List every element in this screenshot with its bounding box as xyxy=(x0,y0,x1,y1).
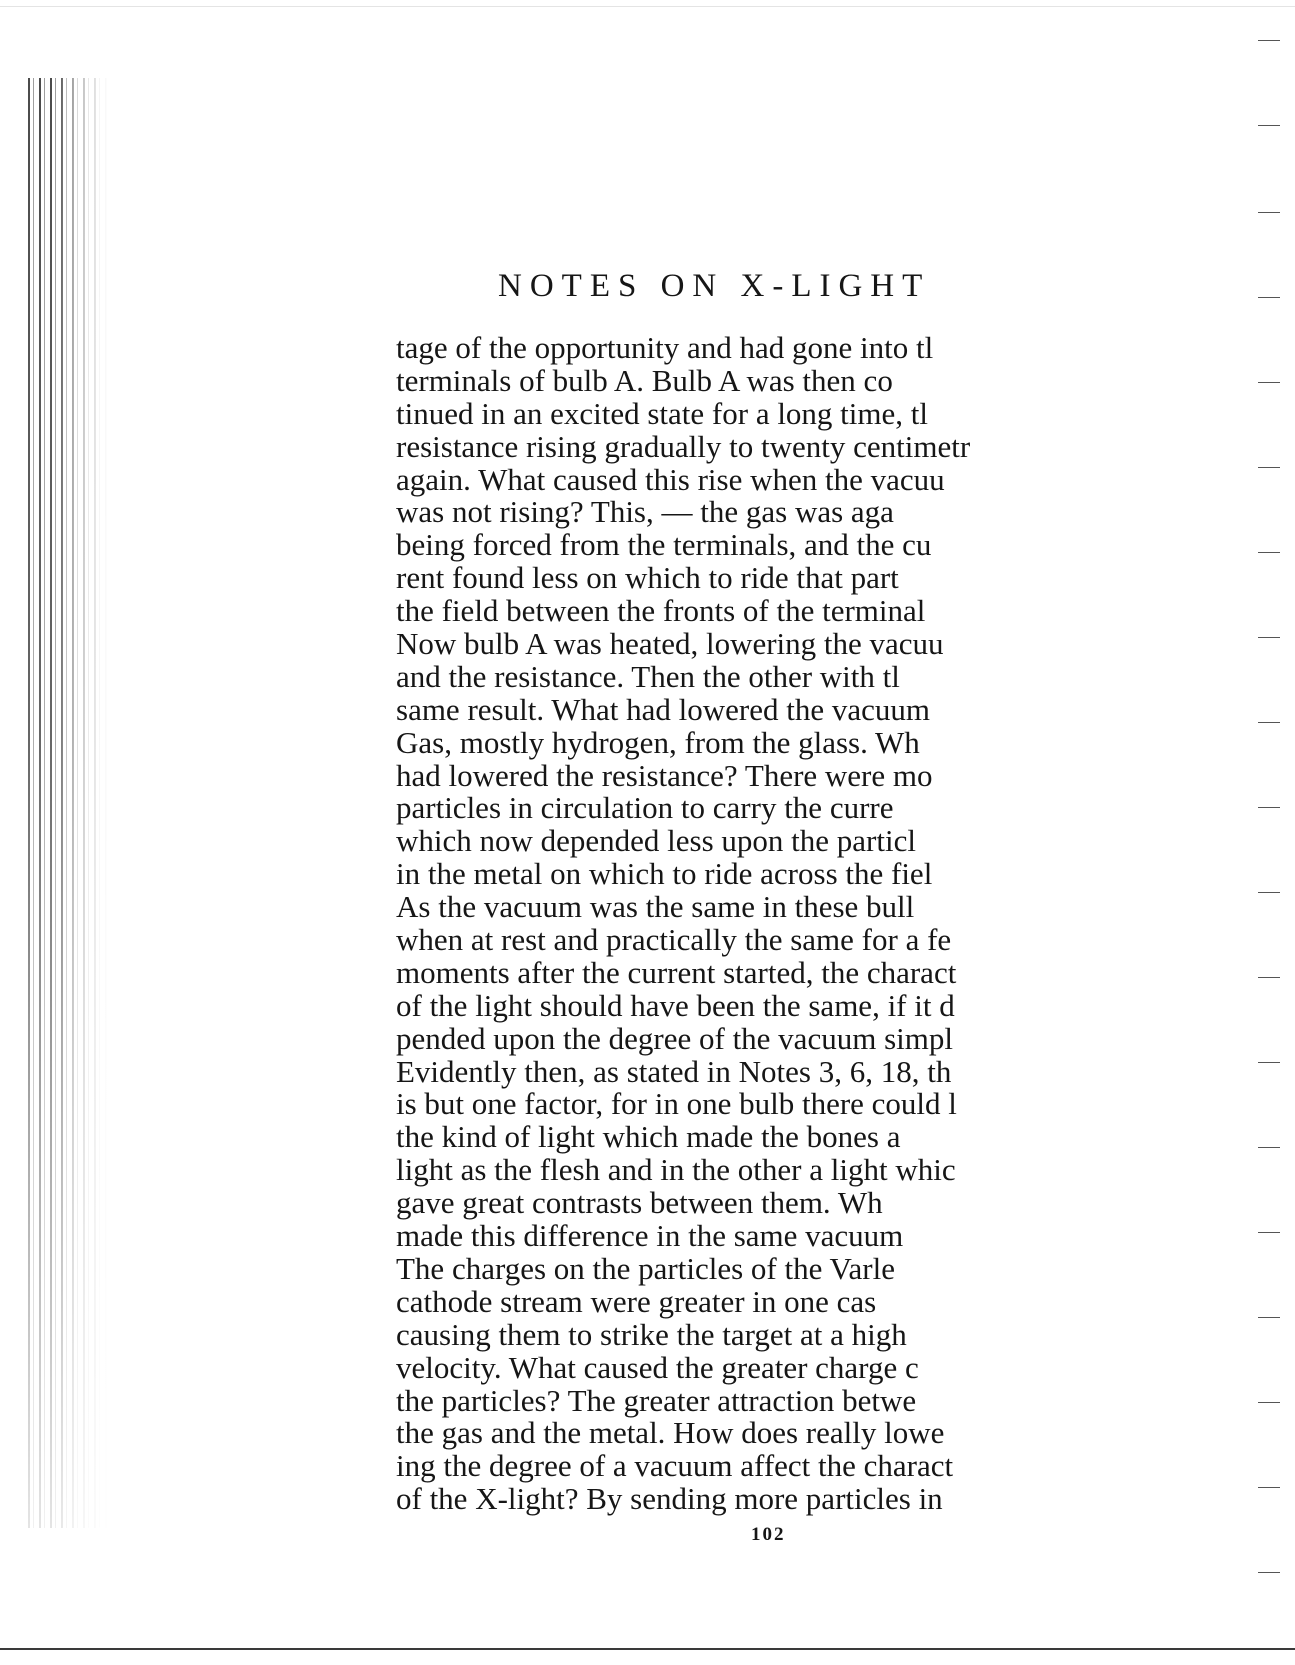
text-line: made this difference in the same vacuum xyxy=(396,1218,904,1254)
page-number: 102 xyxy=(751,1524,786,1545)
text-line: The charges on the particles of the Varle xyxy=(396,1250,895,1286)
text-line: tage of the opportunity and had gone into tl xyxy=(396,332,934,365)
margin-tick xyxy=(1258,297,1280,298)
margin-tick xyxy=(1258,212,1280,213)
text-line: the gas and the metal. How does really lowe xyxy=(396,1415,945,1451)
margin-tick xyxy=(1258,807,1280,808)
text-line: causing them to strike the target at a high xyxy=(396,1316,907,1352)
text-line: is but one factor, for in one bulb there could l xyxy=(396,1086,957,1122)
body-text xyxy=(396,332,1116,1516)
text-line: pended upon the degree of the vacuum simpl xyxy=(396,1020,953,1056)
text-line: rent found less on which to ride that part xyxy=(396,560,899,596)
text-line: same result. What had lowered the vacuum xyxy=(396,691,930,727)
text-line: Evidently then, as stated in Notes 3, 6, 18, th xyxy=(396,1053,952,1089)
text-line: light as the flesh and in the other a light whic xyxy=(396,1152,956,1188)
text-line: ing the degree of a vacuum affect the charact xyxy=(396,1448,954,1484)
text-line: the particles? The greater attraction betwe xyxy=(396,1382,917,1418)
margin-tick xyxy=(1258,1487,1280,1488)
text-line: Now bulb A was heated, lowering the vacuu xyxy=(396,626,944,662)
text-line: velocity. What caused the greater charge c xyxy=(396,1349,919,1385)
margin-tick xyxy=(1258,40,1280,41)
text-line: resistance rising gradually to twenty centimetr xyxy=(396,428,971,464)
text-line: was not rising? This, — the gas was aga xyxy=(396,494,894,530)
text-line: terminals of bulb A. Bulb A was then co xyxy=(396,362,893,398)
running-title: NOTES ON X-LIGHT xyxy=(498,268,931,304)
margin-tick xyxy=(1258,1572,1280,1573)
binding-edge-fade xyxy=(28,78,108,1528)
margin-tick xyxy=(1258,722,1280,723)
margin-tick xyxy=(1258,1402,1280,1403)
margin-tick xyxy=(1258,977,1280,978)
margin-tick xyxy=(1258,382,1280,383)
text-line: had lowered the resistance? There were mo xyxy=(396,757,933,793)
scan-bottom-edge xyxy=(0,1648,1295,1650)
text-line: the field between the fronts of the terminal xyxy=(396,593,926,629)
text-line: of the X-light? By sending more particles in xyxy=(396,1481,943,1516)
margin-tick xyxy=(1258,552,1280,553)
text-line: when at rest and practically the same for a fe xyxy=(396,922,952,958)
text-line: which now depended less upon the particl xyxy=(396,823,916,859)
margin-tick xyxy=(1258,1147,1280,1148)
scan-top-edge xyxy=(0,6,1295,7)
margin-tick xyxy=(1258,1232,1280,1233)
text-line: particles in circulation to carry the curre xyxy=(396,790,894,826)
text-line: again. What caused this rise when the vacuu xyxy=(396,461,945,497)
margin-tick xyxy=(1258,637,1280,638)
text-line: the kind of light which made the bones a xyxy=(396,1119,901,1155)
margin-tick xyxy=(1258,1062,1280,1063)
text-line: Gas, mostly hydrogen, from the glass. Wh xyxy=(396,724,920,760)
text-line: As the vacuum was the same in these bull xyxy=(396,889,915,925)
margin-tick xyxy=(1258,467,1280,468)
text-line: moments after the current started, the charact xyxy=(396,954,957,990)
margin-tick xyxy=(1258,1317,1280,1318)
text-line: and the resistance. Then the other with tl xyxy=(396,658,900,694)
text-line: being forced from the terminals, and the cu xyxy=(396,527,932,563)
margin-tick xyxy=(1258,892,1280,893)
text-line: tinued in an excited state for a long time, tl xyxy=(396,395,929,431)
text-line: in the metal on which to ride across the fiel xyxy=(396,856,933,892)
text-line: gave great contrasts between them. Wh xyxy=(396,1185,883,1221)
margin-tick xyxy=(1258,125,1280,126)
text-line: of the light should have been the same, if it d xyxy=(396,987,955,1023)
text-line: cathode stream were greater in one cas xyxy=(396,1283,877,1319)
